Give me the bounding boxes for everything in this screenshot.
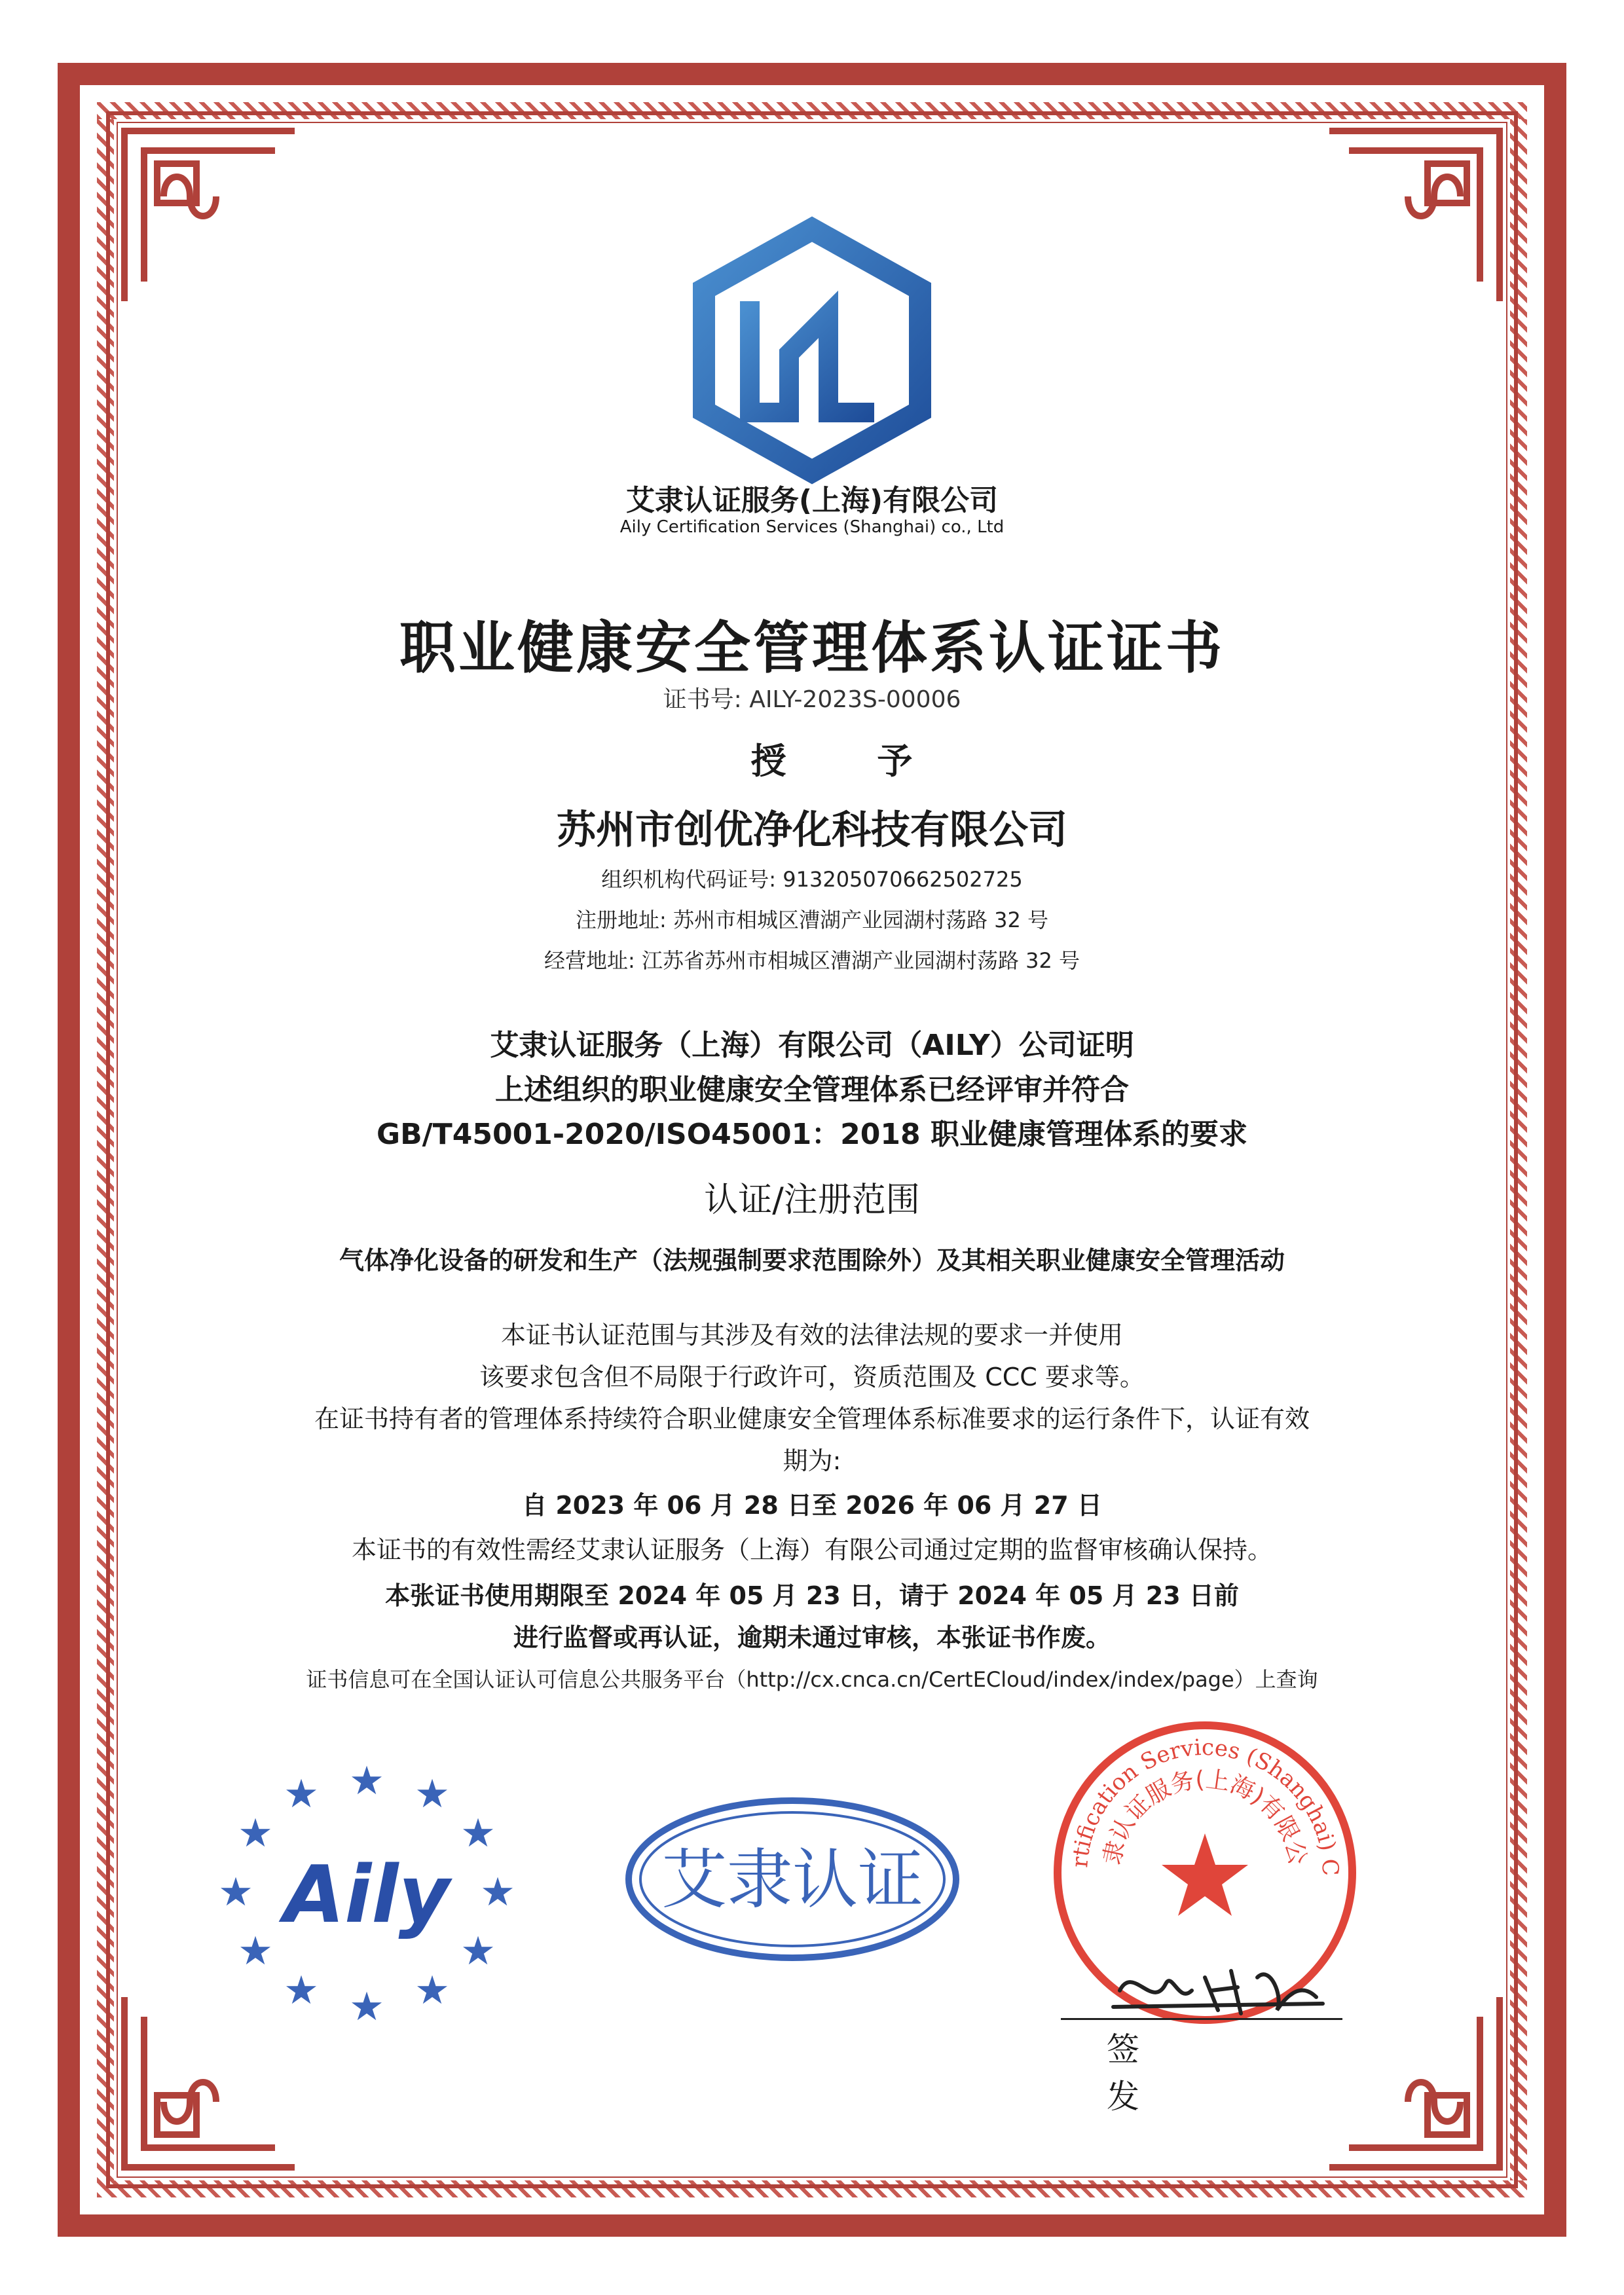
org-code-value: 913205070662502725 <box>783 867 1023 892</box>
issuer-name-cn: 艾隶认证服务(上海)有限公司 <box>625 484 999 517</box>
svg-text:★: ★ <box>415 1771 450 1817</box>
svg-text:★: ★ <box>284 1771 319 1817</box>
svg-text:★: ★ <box>238 1810 273 1856</box>
svg-text:★: ★ <box>218 1869 253 1915</box>
org-code-label: 组织机构代码证号: <box>601 867 777 892</box>
sign-label: 签 发 <box>1107 2030 1231 2116</box>
svg-text:★: ★ <box>238 1928 273 1974</box>
svg-text:★: ★ <box>284 1968 319 2013</box>
note-line-2: 该要求包含但不局限于行政许可，资质范围及 CCC 要求等。 <box>479 1363 1145 1391</box>
op-address-value: 江苏省苏州市相城区漕湖产业园湖村荡路 32 号 <box>641 948 1080 973</box>
certificate-number-label: 证书号: <box>663 686 742 713</box>
issuer-name-en: Aily Certification Services (Shanghai) co., Ltd <box>619 517 1005 537</box>
scope-text: 气体净化设备的研发和生产（法规强制要求范围除外）及其相关职业健康安全管理活动 <box>339 1246 1285 1275</box>
validity-period: 自 2023 年 06 月 28 日至 2026 年 06 月 27 日 <box>522 1491 1102 1520</box>
aily-logo-text: Aily <box>284 1850 450 1941</box>
oval-blue-seal <box>622 1794 963 1964</box>
certificate-number <box>0 681 1624 714</box>
corner-ornament-top-left <box>111 118 308 314</box>
certificate-title: 职业健康安全管理体系认证证书 <box>399 615 1225 681</box>
certificate-number-value: AILY-2023S-00006 <box>749 686 961 713</box>
organization-name: 苏州市创优净化科技有限公司 <box>557 807 1067 853</box>
op-address-line <box>0 944 1624 974</box>
round-seal-text-en: Certification Services (Shanghai) C <box>1067 1734 1344 1877</box>
note-line-4: 期为: <box>783 1446 841 1475</box>
statement-line-2: 上述组织的职业健康安全管理体系已经评审并符合 <box>495 1073 1129 1107</box>
svg-text:★: ★ <box>480 1869 515 1915</box>
svg-text:★: ★ <box>460 1810 496 1856</box>
scope-title: 认证/注册范围 <box>704 1181 920 1220</box>
corner-ornament-top-right <box>1316 118 1513 314</box>
oval-seal-text: 艾隶认证 <box>661 1841 923 1918</box>
reg-address-value: 苏州市相城区漕湖产业园湖村荡路 32 号 <box>673 908 1049 932</box>
statement-line-1: 艾隶认证服务（上海）有限公司（AILY）公司证明 <box>490 1029 1134 1062</box>
reg-address-line <box>0 904 1624 934</box>
statement-line-3: GB/T45001-2020/ISO45001：2018 职业健康管理体系的要求 <box>377 1118 1247 1151</box>
op-address-label: 经营地址: <box>544 948 635 973</box>
note-line-6: 本张证书使用期限至 2024 年 05 月 23 日，请于 2024 年 05 月 23 日前 <box>385 1581 1239 1610</box>
svg-text:★: ★ <box>460 1928 496 1974</box>
note-line-8: 证书信息可在全国认证认可信息公共服务平台（http://cx.cnca.cn/CertECloud/index/index/page）上查询 <box>306 1667 1318 1692</box>
round-seal-text-cn: 隶认证服务(上海)有限公 <box>1098 1766 1312 1867</box>
signature-line <box>1061 2018 1342 2020</box>
grant-label: 授 予 <box>750 741 952 782</box>
hexagon-al-logo-icon <box>678 216 946 485</box>
svg-text:★: ★ <box>415 1968 450 2013</box>
note-line-3: 在证书持有者的管理体系持续符合职业健康安全管理体系标准要求的运行条件下，认证有效 <box>314 1405 1310 1433</box>
note-line-5: 本证书的有效性需经艾隶认证服务（上海）有限公司通过定期的监督审核确认保持。 <box>351 1535 1272 1564</box>
note-line-7: 进行监督或再认证，逾期未通过审核，本张证书作废。 <box>513 1623 1111 1652</box>
svg-text:★: ★ <box>349 1984 384 2030</box>
org-code-line <box>0 863 1624 893</box>
reg-address-label: 注册地址: <box>575 908 667 932</box>
aily-star-logo <box>210 1755 524 2043</box>
note-line-1: 本证书认证范围与其涉及有效的法律法规的要求一并使用 <box>500 1321 1123 1349</box>
svg-text:★: ★ <box>349 1758 384 1804</box>
